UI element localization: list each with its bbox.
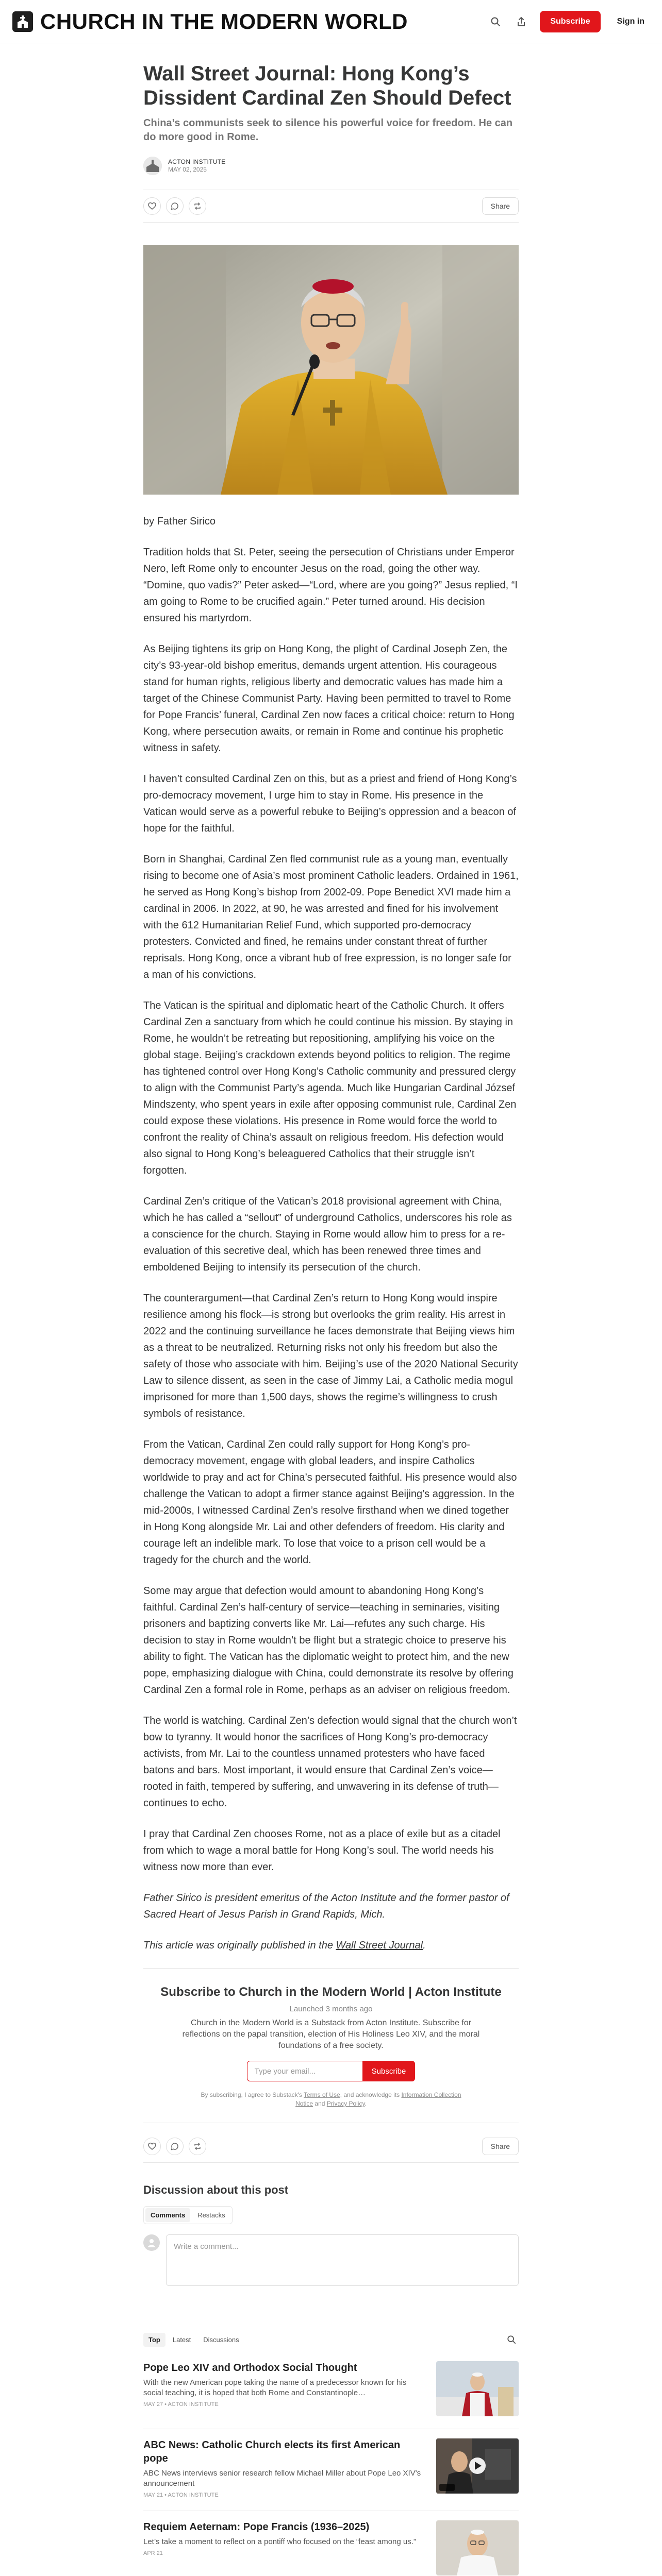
paragraph: Cardinal Zen’s critique of the Vatican’s 2018 provisional agreement with China, which he has called a “sellout” of underground Catholics, underscores his role as a conscience for the church. Staying in Rome would allow him to press for a re-evaluation of this secretive deal, which has been renewed three times and emboldened Beijing to intensify its persecution of the church. <box>143 1196 512 1273</box>
search-icon[interactable] <box>488 14 503 29</box>
terms-link[interactable]: Terms of Use <box>304 2091 340 2098</box>
post-actions-bar <box>143 190 519 223</box>
wsj-link[interactable]: Wall Street Journal <box>336 1940 423 1951</box>
legal-text: By subscribing, I agree to Substack's Terms of Use, and acknowledge its Information Collection Notice and Privacy Policy. <box>201 2091 461 2107</box>
sign-in-button[interactable]: Sign in <box>617 16 644 26</box>
restack-icon <box>193 2142 202 2150</box>
list-item[interactable] <box>143 2429 519 2511</box>
hero-image[interactable] <box>143 245 519 495</box>
paragraph: Born in Shanghai, Cardinal Zen fled communist rule as a young man, eventually rising to become one of Asia’s most prominent Catholic leaders. Ordained in 1961, he served as Hong Kong’s bishop from 2002-09. Pope Benedict XVI made him a cardinal in 2006. In 2022, at 90, he was arrested and fined for his involvement with the 612 Humanitarian Relief Fund, which supported pro-democracy protesters. Convicted and fined, he remains under constant threat of further reprisals. Hong Kong, once a vibrant hub of free expression, is no longer safe for a man of his convictions. <box>143 854 519 980</box>
paragraph: Tradition holds that St. Peter, seeing the persecution of Christians under Emperor Nero, left Rome only to encounter Jesus on the road, going the other way. “Domine, quo vadis?” Peter asked—“Lord, where are you going?” Jesus replied, “I am going to Rome to be crucified again.” Peter turned around. His decision ensured his martyrdom. <box>143 547 518 624</box>
user-avatar-icon <box>143 2234 160 2251</box>
article-column <box>143 62 519 2576</box>
post-item-meta: APR 21 <box>143 2550 163 2556</box>
post-actions-bar-bottom <box>143 2138 519 2163</box>
post-item-title[interactable]: Pope Leo XIV and Orthodox Social Thought <box>143 2362 357 2374</box>
paragraph: The world is watching. Cardinal Zen’s defection would signal that the church won’t bow to tyranny. It would honor the sacrifices of Hong Kong’s pro-democracy activists, from Mr. Lai to the countless unnamed protesters who have faced batons and bars. Most important, it would ensure that Cardinal Zen’s voice—rooted in faith, tempered by suffering, and unwavering in its defense of truth—continues to echo. <box>143 1715 517 1809</box>
publication-logo[interactable] <box>12 11 33 32</box>
post-item-description: Let’s take a moment to reflect on a pontiff who focused on the “least among us.” <box>143 2537 416 2546</box>
like-button[interactable] <box>143 197 161 215</box>
author-name[interactable]: ACTON INSTITUTE <box>168 158 226 165</box>
paragraph: I pray that Cardinal Zen chooses Rome, not as a place of exile but as a citadel from which to wage a moral battle for Hong Kong’s soul. The world needs his witness now more than ever. <box>143 1828 501 1873</box>
email-input[interactable]: Type your email... <box>247 2061 362 2081</box>
post-item-description: With the new American pope taking the name of a predecessor known for his social teaching, it is hoped that both Rome and Constantinople… <box>143 2378 407 2397</box>
publication-name[interactable]: CHURCH IN THE MODERN WORLD <box>40 9 408 33</box>
post-item-title[interactable]: Requiem Aeternam: Pope Francis (1936–2025) <box>143 2521 370 2533</box>
launched-text: Launched 3 months ago <box>289 2005 373 2013</box>
heart-icon <box>148 2142 156 2150</box>
subscribe-description: Church in the Modern World is a Substack from Acton Institute. Subscribe for reflections on the papal transition, election of His Holiness Leo XIV, and the moral foundations of a free society. <box>182 2019 480 2050</box>
post-thumbnail[interactable] <box>436 2520 519 2575</box>
tab-top[interactable]: Top <box>143 2333 166 2347</box>
share-button[interactable]: Share <box>482 2138 519 2155</box>
post-title: Wall Street Journal: Hong Kong’s Dissident Cardinal Zen Should Defect <box>143 62 511 109</box>
post-item-meta: MAY 27 • ACTON INSTITUTE <box>143 2401 219 2408</box>
tab-discussions[interactable]: Discussions <box>203 2335 239 2344</box>
author-bio: Father Sirico is president emeritus of the Acton Institute and the former pastor of Sacred Heart of Jesus Parish in Grand Rapids, Mich. <box>143 1892 509 1920</box>
post-item-title[interactable]: ABC News: Catholic Church elects its first American pope <box>143 2439 401 2464</box>
share-icon[interactable] <box>514 14 528 29</box>
video-thumbnail[interactable] <box>436 2438 519 2494</box>
paragraph: From the Vatican, Cardinal Zen could rally support for Hong Kong’s pro-democracy movement, engage with global leaders, and inspire Catholics worldwide to pray and act for China’s persecuted faithful. His presence would also challenge the Vatican to adopt a firmer stance against Beijing’s aggression. In the mid-2000s, I witnessed Cardinal Zen’s resolve firsthand when we dined together in Hong Kong alongside Mr. Lai and other defenders of freedom. His clarity and courage left an indelible mark. To lose that voice to a prison cell would be a tragedy for the church and the world. <box>143 1439 517 1566</box>
post-list-tabs <box>143 2333 244 2347</box>
paragraph: The Vatican is the spiritual and diplomatic heart of the Catholic Church. It offers Cardinal Zen a sanctuary from which he could continue his mission. By staying in Rome, he wouldn’t be retreating but repositioning, amplifying his voice on the global stage. Beijing’s crackdown extends beyond politics to religion. The regime has tightened control over Hong Kong’s Catholic community and pressured clergy to align with the Communist Party’s agenda. Much like Hungarian Cardinal József Mindszenty, who spent years in exile after opposing communist rule, Cardinal Zen could expose these violations. His presence in Rome would force the world to confront the reality of China’s assault on religious freedom. His defection would also signal to Hong Kong’s beleaguered Catholics that their struggle isn’t forgotten. <box>143 1000 517 1176</box>
post-body <box>143 513 519 1954</box>
list-item[interactable] <box>143 2352 519 2429</box>
restack-button[interactable] <box>189 2138 206 2155</box>
tab-latest[interactable]: Latest <box>172 2335 191 2344</box>
byline-text: by Father Sirico <box>143 516 216 527</box>
privacy-policy-link[interactable]: Privacy Policy <box>326 2100 365 2107</box>
top-bar <box>0 0 662 43</box>
post-subtitle: China’s communists seek to silence his powerful voice for freedom. He can do more good in Rome. <box>143 117 513 143</box>
comment-icon <box>171 2142 179 2150</box>
brand[interactable] <box>12 9 408 34</box>
post-date: MAY 02, 2025 <box>168 166 207 173</box>
list-item[interactable] <box>143 2511 519 2576</box>
paragraph: Some may argue that defection would amount to abandoning Hong Kong’s faithful. Cardinal Zen’s half-century of service—teaching in seminaries, visiting prisoners and baptizing converts like Mr. Lai—refutes any such charge. His decision to stay in Rome wouldn’t be flight but a strategic choice to preserve his ability to fight. The Vatican has the diplomatic weight to protect him, and the new pope, emphasizing dialogue with China, could demonstrate its resolve by offering Cardinal Zen a formal role in Rome, perhaps as an adviser on religious freedom. <box>143 1585 514 1696</box>
comment-input[interactable]: Write a comment... <box>166 2234 519 2286</box>
restack-icon <box>193 202 202 210</box>
post-thumbnail[interactable] <box>436 2361 519 2416</box>
byline <box>143 157 519 175</box>
restack-button[interactable] <box>189 197 206 215</box>
subscribe-widget <box>143 1968 519 2123</box>
discussion-tabs <box>143 2206 233 2224</box>
author-avatar[interactable] <box>143 157 162 175</box>
discussion-section <box>143 2183 519 2286</box>
subscribe-submit-button[interactable]: Subscribe <box>362 2061 416 2081</box>
subscribe-button[interactable]: Subscribe <box>540 11 600 32</box>
collection-notice-link[interactable]: Information Collection Notice <box>295 2091 461 2107</box>
discussion-title: Discussion about this post <box>143 2183 289 2196</box>
comment-button[interactable] <box>166 197 184 215</box>
share-button[interactable]: Share <box>482 197 519 215</box>
tab-comments[interactable]: Comments <box>145 2208 190 2222</box>
post-list <box>143 2332 519 2576</box>
tab-restacks[interactable]: Restacks <box>197 2211 225 2219</box>
like-button[interactable] <box>143 2138 161 2155</box>
post-item-meta: MAY 21 • ACTON INSTITUTE <box>143 2492 219 2498</box>
subscribe-title: Subscribe to Church in the Modern World | Acton Institute <box>160 1985 502 1999</box>
heart-icon <box>148 202 156 210</box>
paragraph: I haven’t consulted Cardinal Zen on this, but as a priest and friend of Hong Kong’s pro-democracy movement, I urge him to stay in Rome. His presence in the Vatican would serve as a powerful rebuke to Beijing’s oppression and a beacon of hope for the faithful. <box>143 773 517 834</box>
search-icon[interactable] <box>504 2332 519 2347</box>
paragraph: The counterargument—that Cardinal Zen’s return to Hong Kong would inspire resilience among his flock—is strong but overlooks the grim reality. His arrest in 2022 and the continuing surveillance he faces demonstrate that Beijing views him as a threat to be neutralized. Returning risks not only his freedom but also the safety of those who associate with him. Beijing’s use of the 2020 National Security Law to silence dissent, as seen in the case of Jimmy Lai, a Catholic media mogul imprisoned for more than 1,500 days, shows the regime’s willingness to crush symbols of resistance. <box>143 1293 518 1419</box>
comment-button[interactable] <box>166 2138 184 2155</box>
post-item-description: ABC News interviews senior research fellow Michael Miller about Pope Leo XIV's announcement <box>143 2469 421 2488</box>
origin-note: This article was originally published in the Wall Street Journal. <box>143 1940 426 1951</box>
paragraph: As Beijing tightens its grip on Hong Kong, the plight of Cardinal Joseph Zen, the city’s 93-year-old bishop emeritus, demands urgent attention. His courageous stand for human rights, religious liberty and democratic values has made him a target of the Chinese Communist Party. Having been permitted to travel to Rome for Pope Francis’ funeral, Cardinal Zen now faces a critical choice: return to Hong Kong, where persecution awaits, or remain in Rome and continue his prophetic witness in safety. <box>143 643 515 754</box>
comment-icon <box>171 202 179 210</box>
